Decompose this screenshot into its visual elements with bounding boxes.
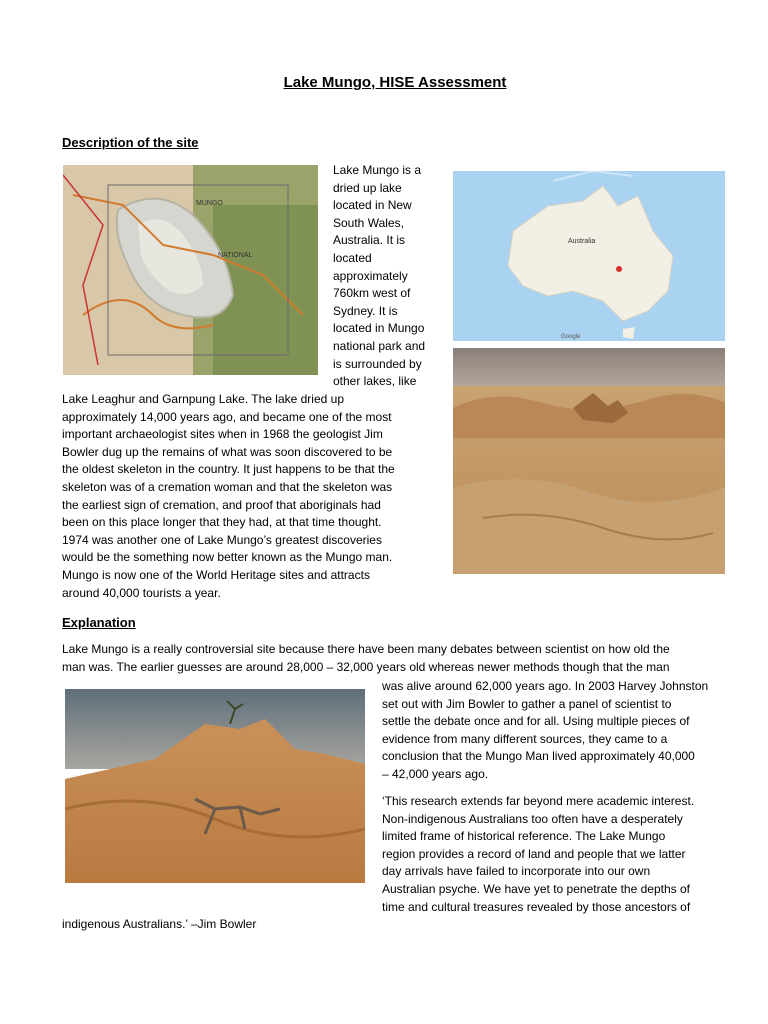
explanation-right-text: was alive around 62,000 years ago. In 2003 Harvey Johnston set out with Jim Bowler to gather a panel of scientist to settle the debate once and for all. Using multiple pieces of evidence from many different sources, they came to a conclusion that the Mungo Man lived approximately 40,000 – 42,000 years ago. bbox=[382, 679, 709, 781]
site-map-label-mungo: MUNGO bbox=[196, 200, 223, 207]
australia-map-label: Australia bbox=[568, 238, 596, 245]
location-marker-icon bbox=[616, 266, 622, 272]
description-wide-text: Lake Leaghur and Garnpung Lake. The lake dried up approximately 14,000 years ago, and became one of the most important archaeologist sites when in 1968 the geologist Jim Bowler dug up the remains of what was soon discovered to be the oldest skeleton in the country. It just happens to be that the skeleton was of a cremation woman and that the skeleton was the earliest sign of cremation, and proof that aboriginals had been on this place longer that they had, at that time thought. 1974 was another one of Lake Mungo’s greatest discoveries would be the something now better known as the Mungo man. Mungo is now one of the World Heritage sites and attracts around 40,000 tourists a year. bbox=[62, 392, 395, 600]
quote-attribution: indigenous Australians.’ –Jim Bowler bbox=[62, 917, 257, 931]
explanation-heading: Explanation bbox=[62, 615, 136, 630]
description-heading: Description of the site bbox=[62, 135, 199, 150]
description-narrow-text: Lake Mungo is a dried up lake located in New South Wales, Australia. It is located approximately 760km west of Sydney. It is located in Mungo national park and is surrounded by other lakes, like bbox=[333, 163, 426, 389]
desert-photo-landscape bbox=[453, 348, 725, 574]
quote-text: ‘This research extends far beyond mere academic interest. Non-indigenous Australians too often have a desperately limited frame of historical reference. The Lake Mungo region provides a record of land and people that we latter day arrivals have failed to incorporate into our own Australian psyche. We have yet to penetrate the depths of time and cultural treasures revealed by those ancestors of bbox=[382, 794, 695, 914]
google-attribution: Google bbox=[561, 334, 581, 340]
site-map-image bbox=[63, 165, 318, 375]
australia-map-image bbox=[453, 171, 725, 341]
page-title: Lake Mungo, HISE Assessment bbox=[283, 74, 507, 91]
explanation-full-text: Lake Mungo is a really controversial site because there have been many debates between scientist on how old the man was. The earlier guesses are around 28,000 – 32,000 years old whereas newer methods though that the man bbox=[62, 642, 670, 674]
site-map-label-national: NATIONAL bbox=[218, 252, 253, 259]
desert-photo-driftwood bbox=[65, 689, 365, 883]
